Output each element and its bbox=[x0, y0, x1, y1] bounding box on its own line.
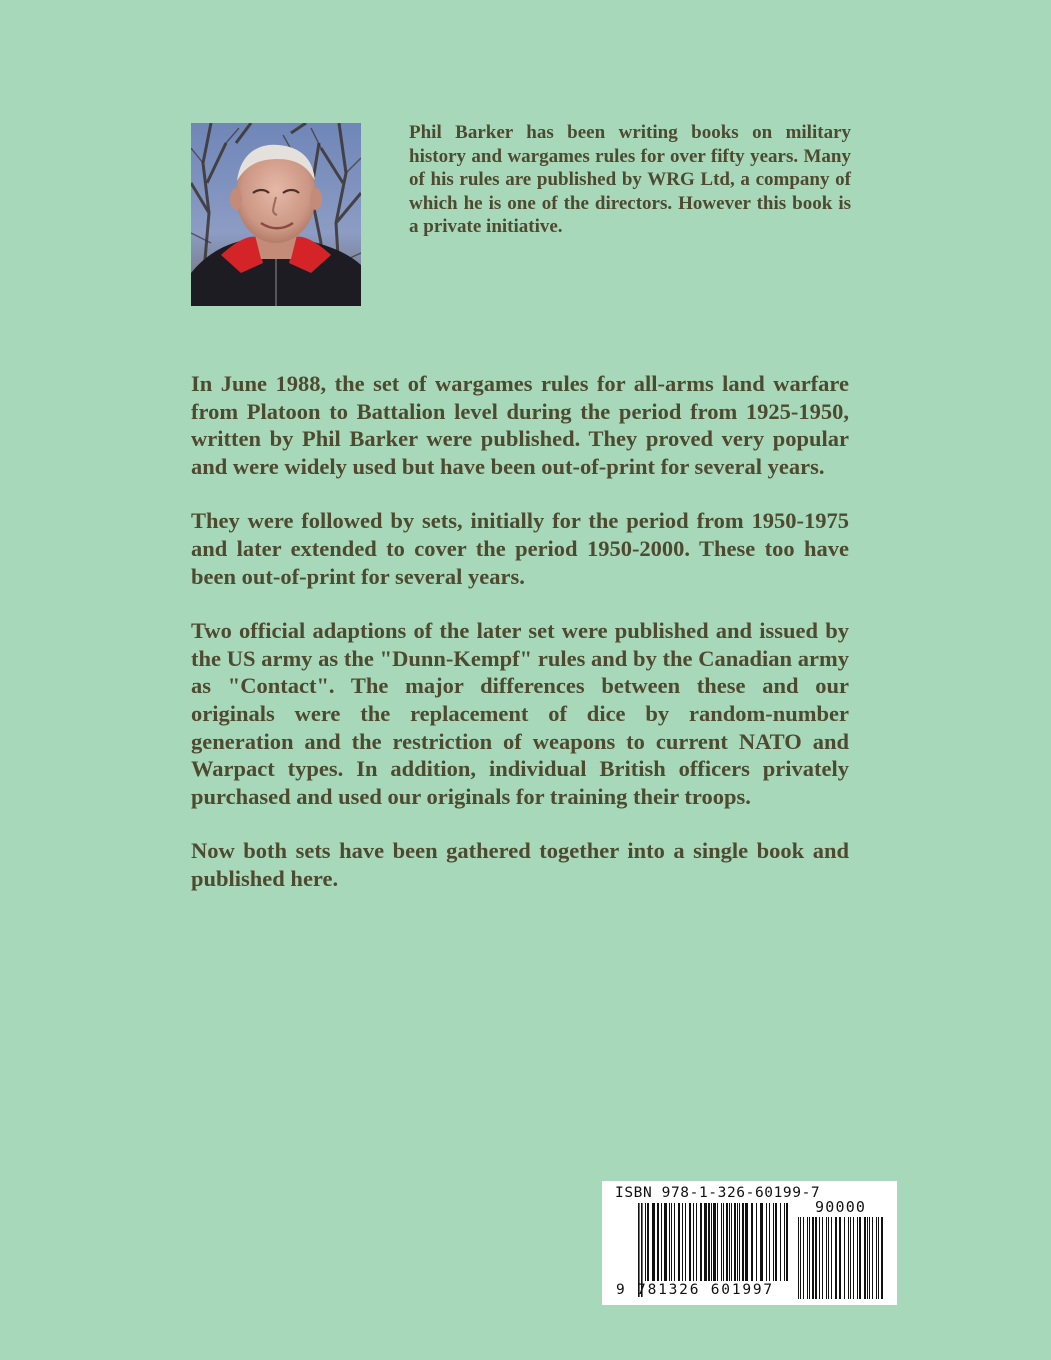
barcode-bar bbox=[809, 1217, 810, 1299]
barcode-bar bbox=[729, 1203, 730, 1281]
blurb-paragraph: Two official adaptions of the later set were published and issued by the US army as the "Dunn-Kempf" rules and by the Canadian army as "Contact". The major differences between these and our originals were the replacement of dice by random-number generation and the restriction of weapons to current NATO and Warpact types. In addition, individual British officers privately purchased and used our originals for training their troops. bbox=[191, 618, 849, 809]
author-portrait-icon bbox=[191, 123, 361, 306]
barcode-bar bbox=[696, 1203, 697, 1281]
barcode-bar bbox=[819, 1217, 820, 1299]
barcode-bar bbox=[839, 1217, 841, 1299]
barcode-bar bbox=[835, 1217, 837, 1299]
ean-digits: 9 781326 601997 bbox=[616, 1282, 774, 1298]
barcode-bar bbox=[742, 1203, 744, 1281]
isbn-label: ISBN 978-1-326-60199-7 bbox=[615, 1185, 821, 1201]
barcode-bar bbox=[815, 1217, 817, 1299]
barcode-bar bbox=[704, 1203, 707, 1281]
barcode-bar bbox=[773, 1203, 774, 1281]
barcode-bar bbox=[645, 1203, 646, 1281]
barcode-bar bbox=[812, 1217, 814, 1299]
barcode-bar bbox=[803, 1217, 804, 1299]
barcode-bar bbox=[766, 1203, 767, 1281]
price-code: 90000 bbox=[815, 1198, 867, 1216]
barcode-bar bbox=[689, 1203, 691, 1281]
barcode-bar bbox=[751, 1203, 753, 1281]
blurb-paragraph: They were followed by sets, initially for the period from 1950-1975 and later extended to cover the period 1950-2000. These too have been out-of-print for several years. bbox=[191, 508, 849, 589]
barcode-bar bbox=[711, 1203, 712, 1281]
back-cover-blurb bbox=[191, 370, 849, 920]
barcode-bar bbox=[831, 1217, 832, 1299]
barcode-bar bbox=[685, 1203, 686, 1281]
barcode-bar bbox=[682, 1203, 683, 1281]
barcode-bar bbox=[848, 1217, 849, 1299]
barcode-bar bbox=[717, 1203, 718, 1281]
barcode-bar bbox=[721, 1203, 722, 1281]
barcode-bar bbox=[678, 1203, 680, 1281]
barcode-bar bbox=[876, 1217, 877, 1299]
barcode-bar bbox=[708, 1203, 710, 1281]
barcode-bar bbox=[693, 1203, 694, 1281]
barcode-bar bbox=[775, 1203, 777, 1281]
barcode-bar bbox=[734, 1203, 736, 1281]
barcode-bar bbox=[857, 1217, 858, 1299]
barcode-bar bbox=[652, 1203, 655, 1281]
barcode-bar bbox=[723, 1203, 724, 1281]
barcode-bar bbox=[822, 1217, 823, 1299]
barcode-bar bbox=[872, 1217, 873, 1299]
barcode-bar bbox=[826, 1217, 827, 1299]
barcode-bar bbox=[745, 1203, 748, 1281]
barcode-bar bbox=[700, 1203, 702, 1281]
barcode-bar bbox=[739, 1203, 740, 1281]
barcode-bar bbox=[657, 1203, 659, 1281]
barcode-bar bbox=[769, 1203, 770, 1281]
barcode-bar bbox=[760, 1203, 763, 1281]
barcode-bar bbox=[661, 1203, 662, 1281]
barcode-bar bbox=[867, 1217, 868, 1299]
barcode-bar bbox=[726, 1203, 728, 1281]
barcode-bar bbox=[798, 1217, 799, 1299]
barcode-bar bbox=[881, 1217, 883, 1299]
barcode-bar bbox=[800, 1217, 801, 1299]
barcode-bar bbox=[828, 1217, 829, 1299]
blurb-paragraph: In June 1988, the set of wargames rules for all-arms land warfare from Platoon to Battalion level during the period from 1925-1950, written by Phil Barker were published. They proved very popular and were widely used but have been out-of-print for several years. bbox=[191, 371, 849, 479]
author-bio: Phil Barker has been writing books on military history and wargames rules for over fifty years. Many of his rules are published by WRG Ltd, a company of which he is one of the directors. However this book is a private initiative. bbox=[409, 122, 851, 238]
barcode-bar bbox=[669, 1203, 670, 1281]
barcode-bar bbox=[850, 1217, 851, 1299]
blurb-paragraph: Now both sets have been gathered together into a single book and published here. bbox=[191, 838, 849, 891]
barcode-bar bbox=[807, 1217, 808, 1299]
barcode-bar bbox=[784, 1203, 785, 1281]
barcode-bar bbox=[864, 1217, 866, 1299]
barcode-bar bbox=[869, 1217, 870, 1299]
author-photo bbox=[191, 123, 361, 306]
barcode-bar bbox=[756, 1203, 757, 1281]
barcode-bar bbox=[780, 1203, 781, 1281]
barcode-bar bbox=[786, 1203, 788, 1281]
barcode-bar bbox=[674, 1203, 675, 1281]
barcode-bar bbox=[671, 1203, 672, 1281]
barcode-bar bbox=[731, 1203, 732, 1281]
barcode-bar bbox=[737, 1203, 738, 1281]
isbn-barcode-block bbox=[602, 1181, 897, 1305]
barcode-bar bbox=[853, 1217, 854, 1299]
barcode-bar bbox=[647, 1203, 649, 1281]
barcode-bar bbox=[859, 1217, 861, 1299]
barcode-bar bbox=[844, 1217, 845, 1299]
barcode-bar bbox=[878, 1217, 879, 1299]
barcode-bar bbox=[713, 1203, 716, 1281]
barcode-bar bbox=[664, 1203, 667, 1281]
